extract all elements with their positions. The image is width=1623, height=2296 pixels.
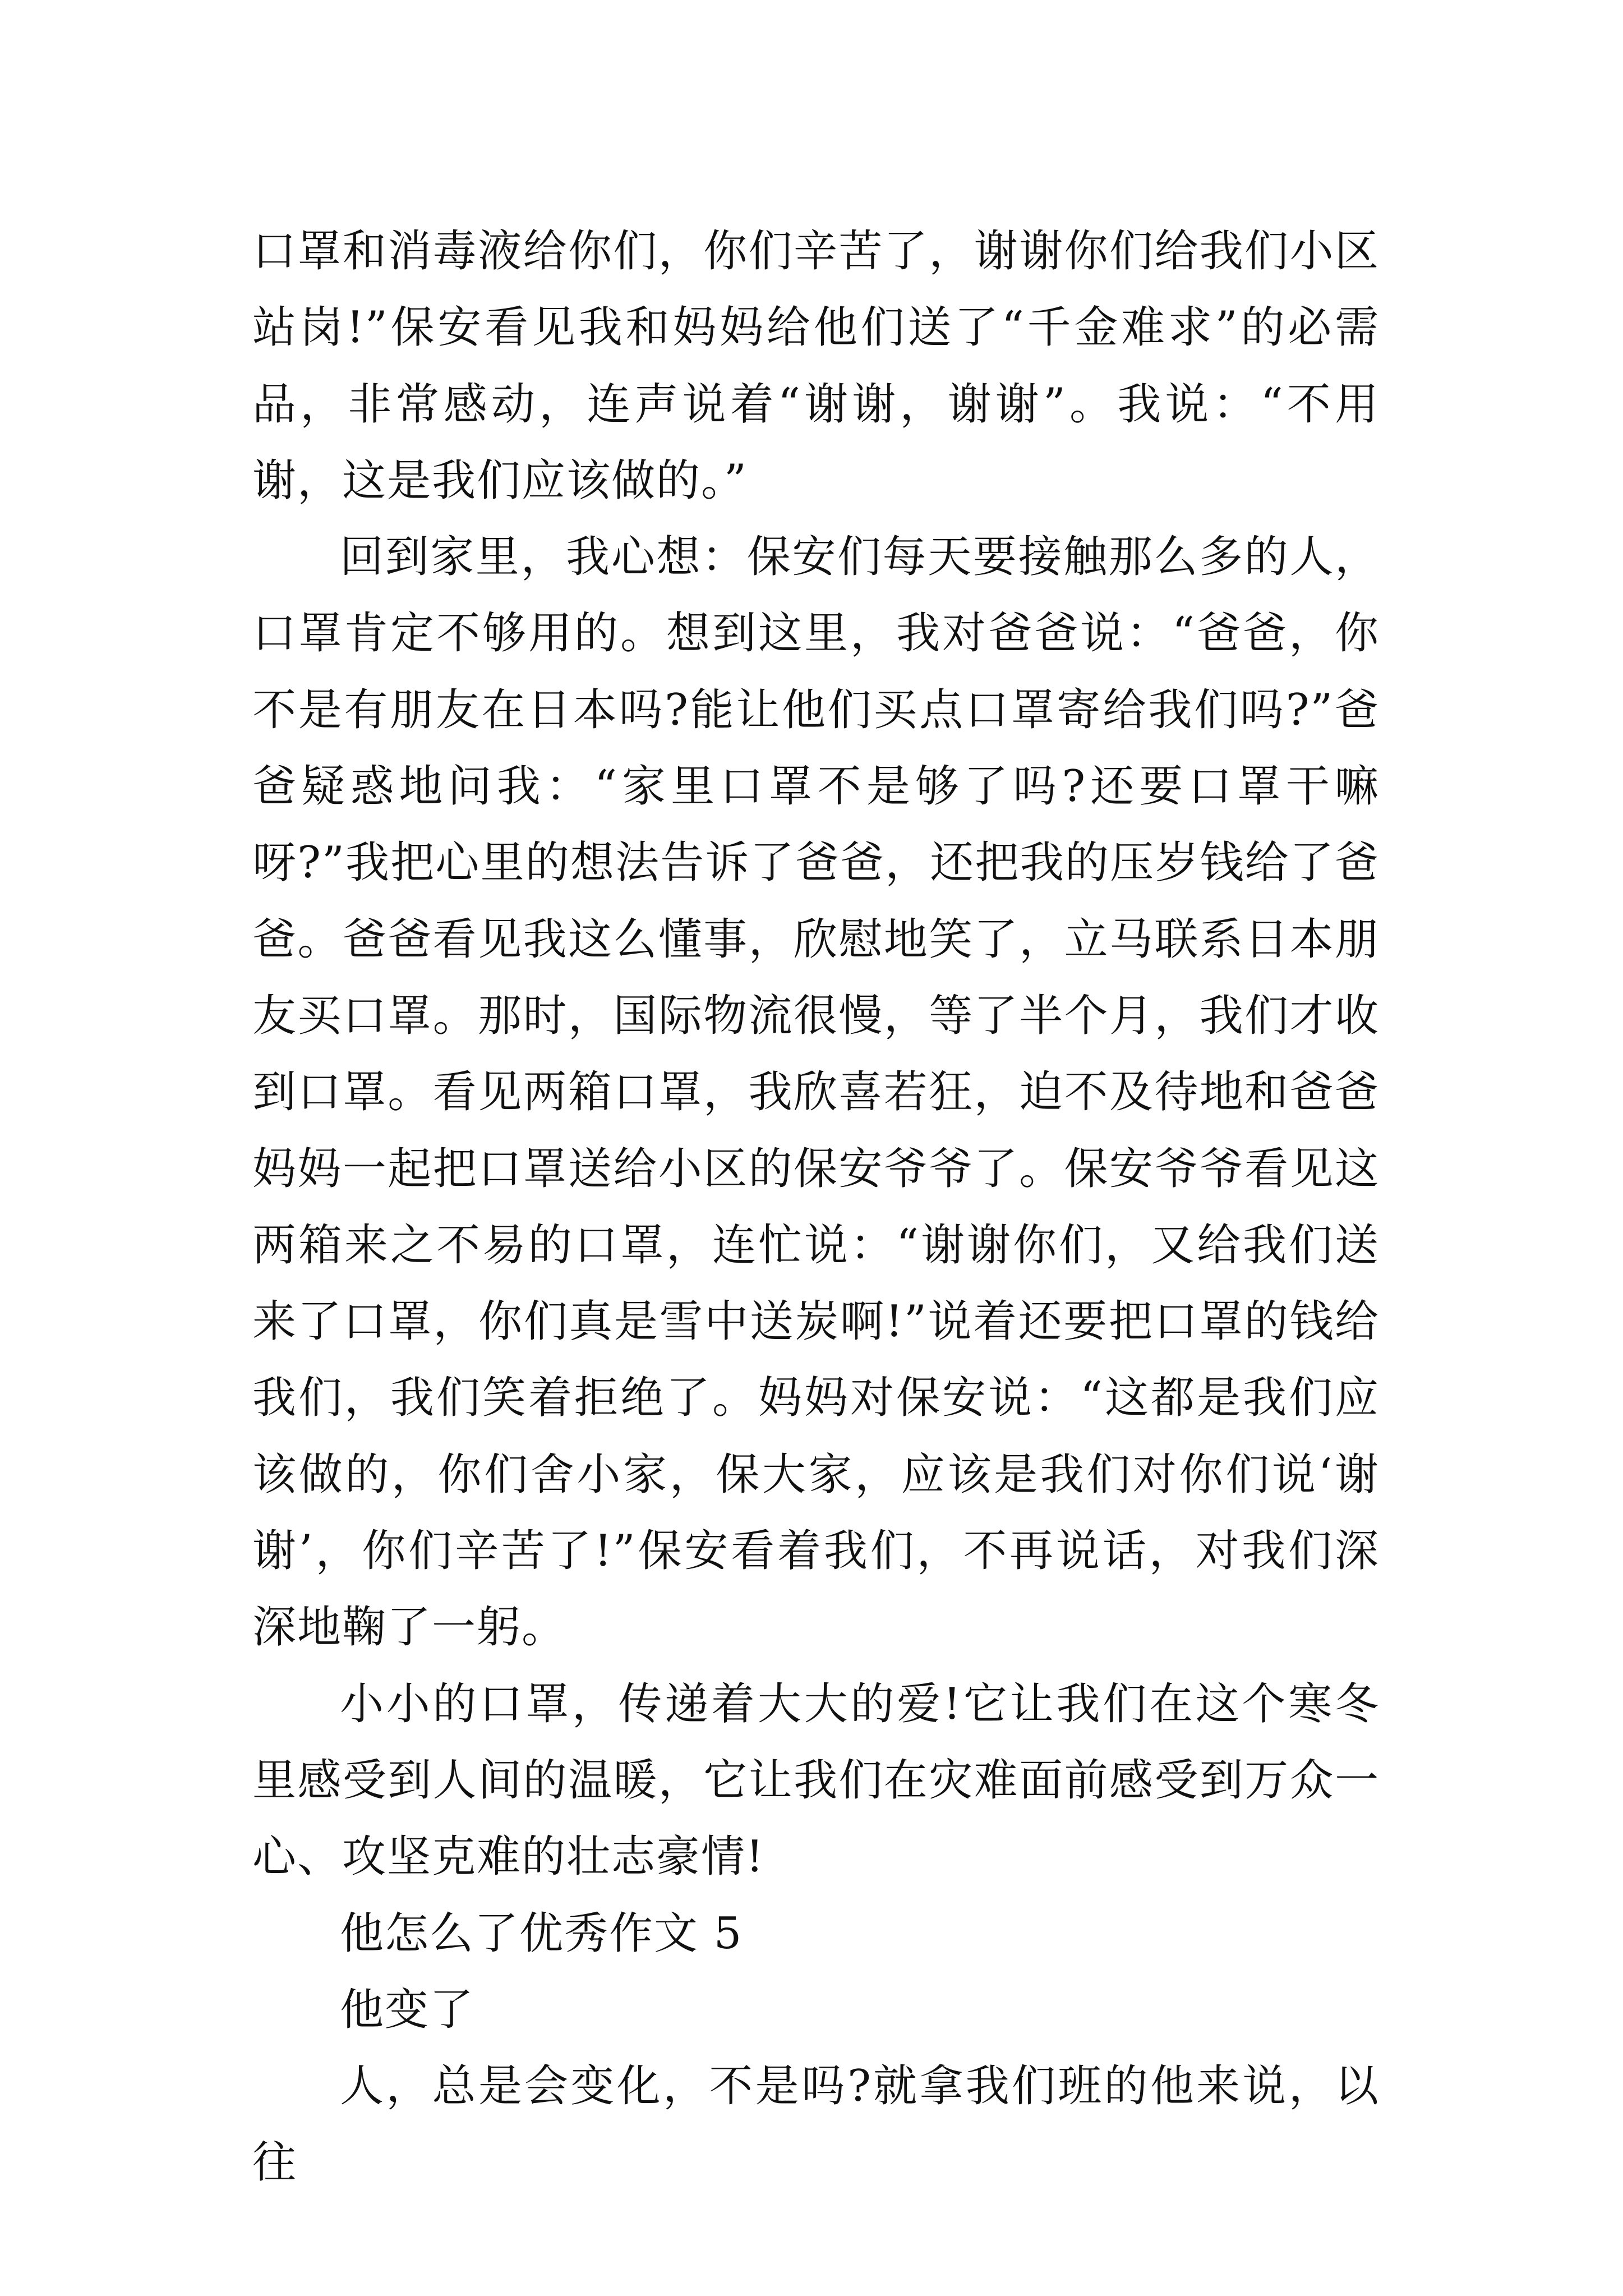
paragraph-conclusion: 小小的口罩，传递着大大的爱!它让我们在这个寒冬里感受到人间的温暖，它让我们在灾难面前感受到万众一心、攻坚克难的壮志豪情! [252,1678,1380,1883]
paragraph-continuation: 口罩和消毒液给你们，你们辛苦了，谢谢你们给我们小区站岗!”保安看见我和妈妈给他们送了“千金难求”的必需品，非常感动，连声说着“谢谢，谢谢”。我说：“不用谢，这是我们应该做的。” [252,226,1380,506]
essay-title: 他变了 [340,1984,475,2035]
paragraph-security-masks: 回到家里，我心想：保安们每天要接触那么多的人，口罩肯定不够用的。想到这里，我对爸爸说：“爸爸，你不是有朋友在日本吗?能让他们买点口罩寄给我们吗?”爸爸疑惑地问我：“家里口罩不是够了吗?还要口罩干嘛呀?”我把心里的想法告诉了爸爸，还把我的压岁钱给了爸爸。爸爸看见我这么懂事，欣慰地笑了，立马联系日本朋友买口罩。那时，国际物流很慢，等了半个月，我们才收到口罩。看见两箱口罩，我欣喜若狂，迫不及待地和爸爸妈妈一起把口罩送给小区的保安爷爷了。保安爷爷看见这两箱来之不易的口罩，连忙说：“谢谢你们，又给我们送来了口罩，你们真是雪中送炭啊!”说着还要把口罩的钱给我们，我们笑着拒绝了。妈妈对保安说：“这都是我们应该做的，你们舍小家，保大家，应该是我们对你们说‘谢谢’，你们辛苦了!”保安看着我们，不再说话，对我们深深地鞠了一躬。 [252,532,1380,1653]
document-body [252,213,1380,2201]
essay-heading: 他怎么了优秀作文 5 [340,1908,743,1959]
paragraph-opening: 人，总是会变化，不是吗?就拿我们班的他来说，以往 [252,2061,1380,2188]
